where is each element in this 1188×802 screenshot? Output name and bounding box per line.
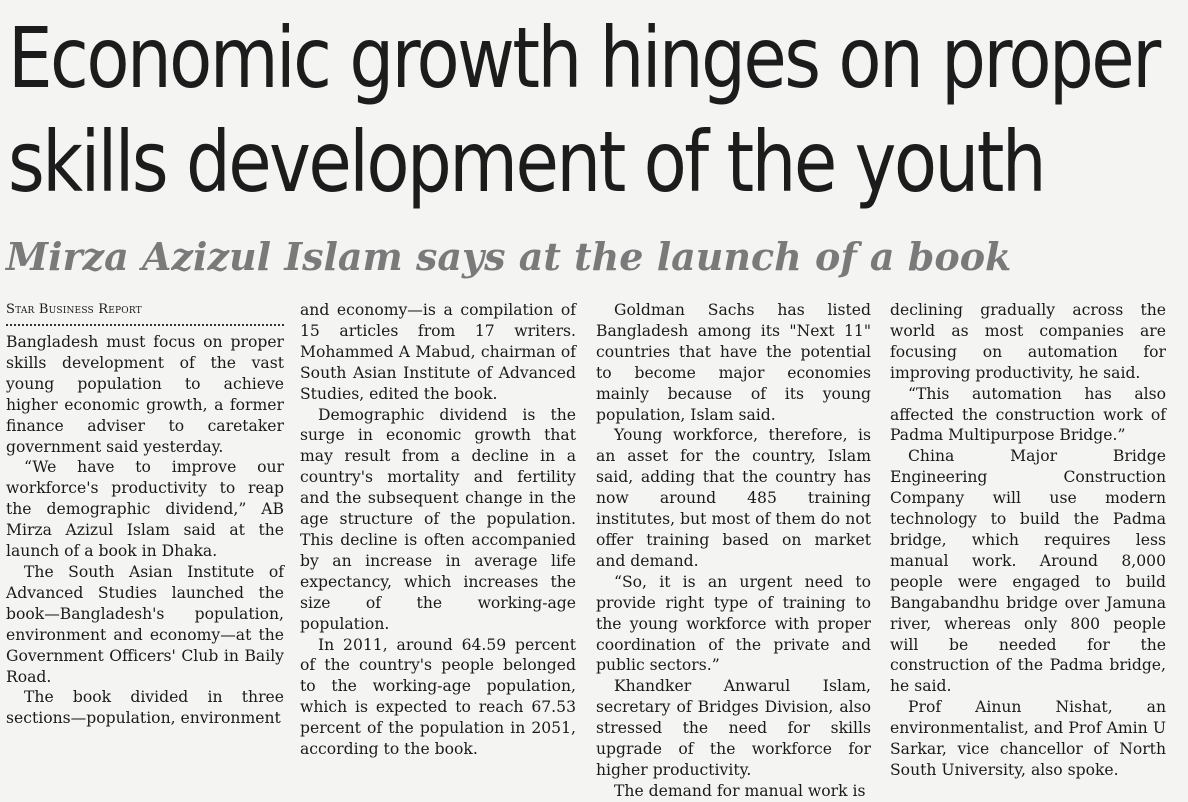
headline-line-1: Economic growth hinges on proper	[8, 9, 1159, 107]
paragraph: Demographic dividend is the surge in economic growth that may result from a decline in a country's mortality and fertility and the subsequent change in the age structure of the population. This decline is often accompanied by an increase in average life expectancy, which increases the size of the working-age population.	[300, 405, 576, 633]
subheadline: Mirza Azizul Islam says at the launch of a book	[6, 234, 1012, 279]
article-column-2	[300, 300, 576, 759]
paragraph: “We have to improve our workforce's productivity to reap the demographic dividend,” AB Mirza Azizul Islam said at the launch of a book in Dhaka.	[6, 458, 284, 561]
paragraph: declining gradually across the world as most companies are focusing on automation for improving productivity, he said.	[890, 301, 1166, 382]
headline	[8, 6, 1184, 214]
paragraph: “This automation has also affected the construction work of Padma Multipurpose Bridge.”	[890, 384, 1166, 445]
paragraph: In 2011, around 64.59 percent of the country's people belonged to the working-age population, which is expected to reach 67.53 percent of the population in 2051, according to the book.	[300, 635, 576, 759]
paragraph: China Major Bridge Engineering Construction Company will use modern technology to build the Padma bridge, which requires less manual work. Around 8,000 people were engaged to build Bangabandhu bridge over Jamuna river, whereas only 800 people will be needed for the construction of the Padma bridge, he said.	[890, 447, 1166, 696]
paragraph: Prof Ainun Nishat, an environmentalist, and Prof Amin U Sarkar, vice chancellor of North South University, also spoke.	[890, 698, 1166, 779]
headline-line-2: skills development of the youth	[8, 113, 1045, 211]
article-column-4	[890, 300, 1166, 779]
paragraph: Goldman Sachs has listed Bangladesh among its "Next 11" countries that have the potential to become major economies mainly because of its young population, Islam said.	[596, 301, 871, 424]
paragraph: Bangladesh must focus on proper skills development of the vast young population to achieve higher economic growth, a former finance adviser to caretaker government said yesterday.	[6, 333, 284, 456]
paragraph: The South Asian Institute of Advanced Studies launched the book—Bangladesh's population, environment and economy—at the Government Officers' Club in Baily Road.	[6, 562, 284, 686]
paragraph: “So, it is an urgent need to provide right type of training to the young workforce with proper coordination of the private and public sectors.”	[596, 572, 871, 675]
paragraph: The book divided in three sections—population, environment	[6, 688, 284, 728]
byline: Star Business Report	[6, 300, 284, 326]
article-column-1	[6, 300, 284, 746]
paragraph: The demand for manual work is	[614, 781, 866, 800]
article-column-3	[596, 300, 871, 800]
paragraph: Khandker Anwarul Islam, secretary of Bridges Division, also stressed the need for skills upgrade of the workforce for higher productivity.	[596, 677, 871, 779]
paragraph: and economy—is a compilation of 15 articles from 17 writers. Mohammed A Mabud, chairman of South Asian Institute of Advanced Studies, edited the book.	[300, 301, 576, 403]
paragraph: Young workforce, therefore, is an asset for the country, Islam said, adding that the country has now around 485 training institutes, but most of them do not offer training based on market and demand.	[596, 426, 871, 570]
